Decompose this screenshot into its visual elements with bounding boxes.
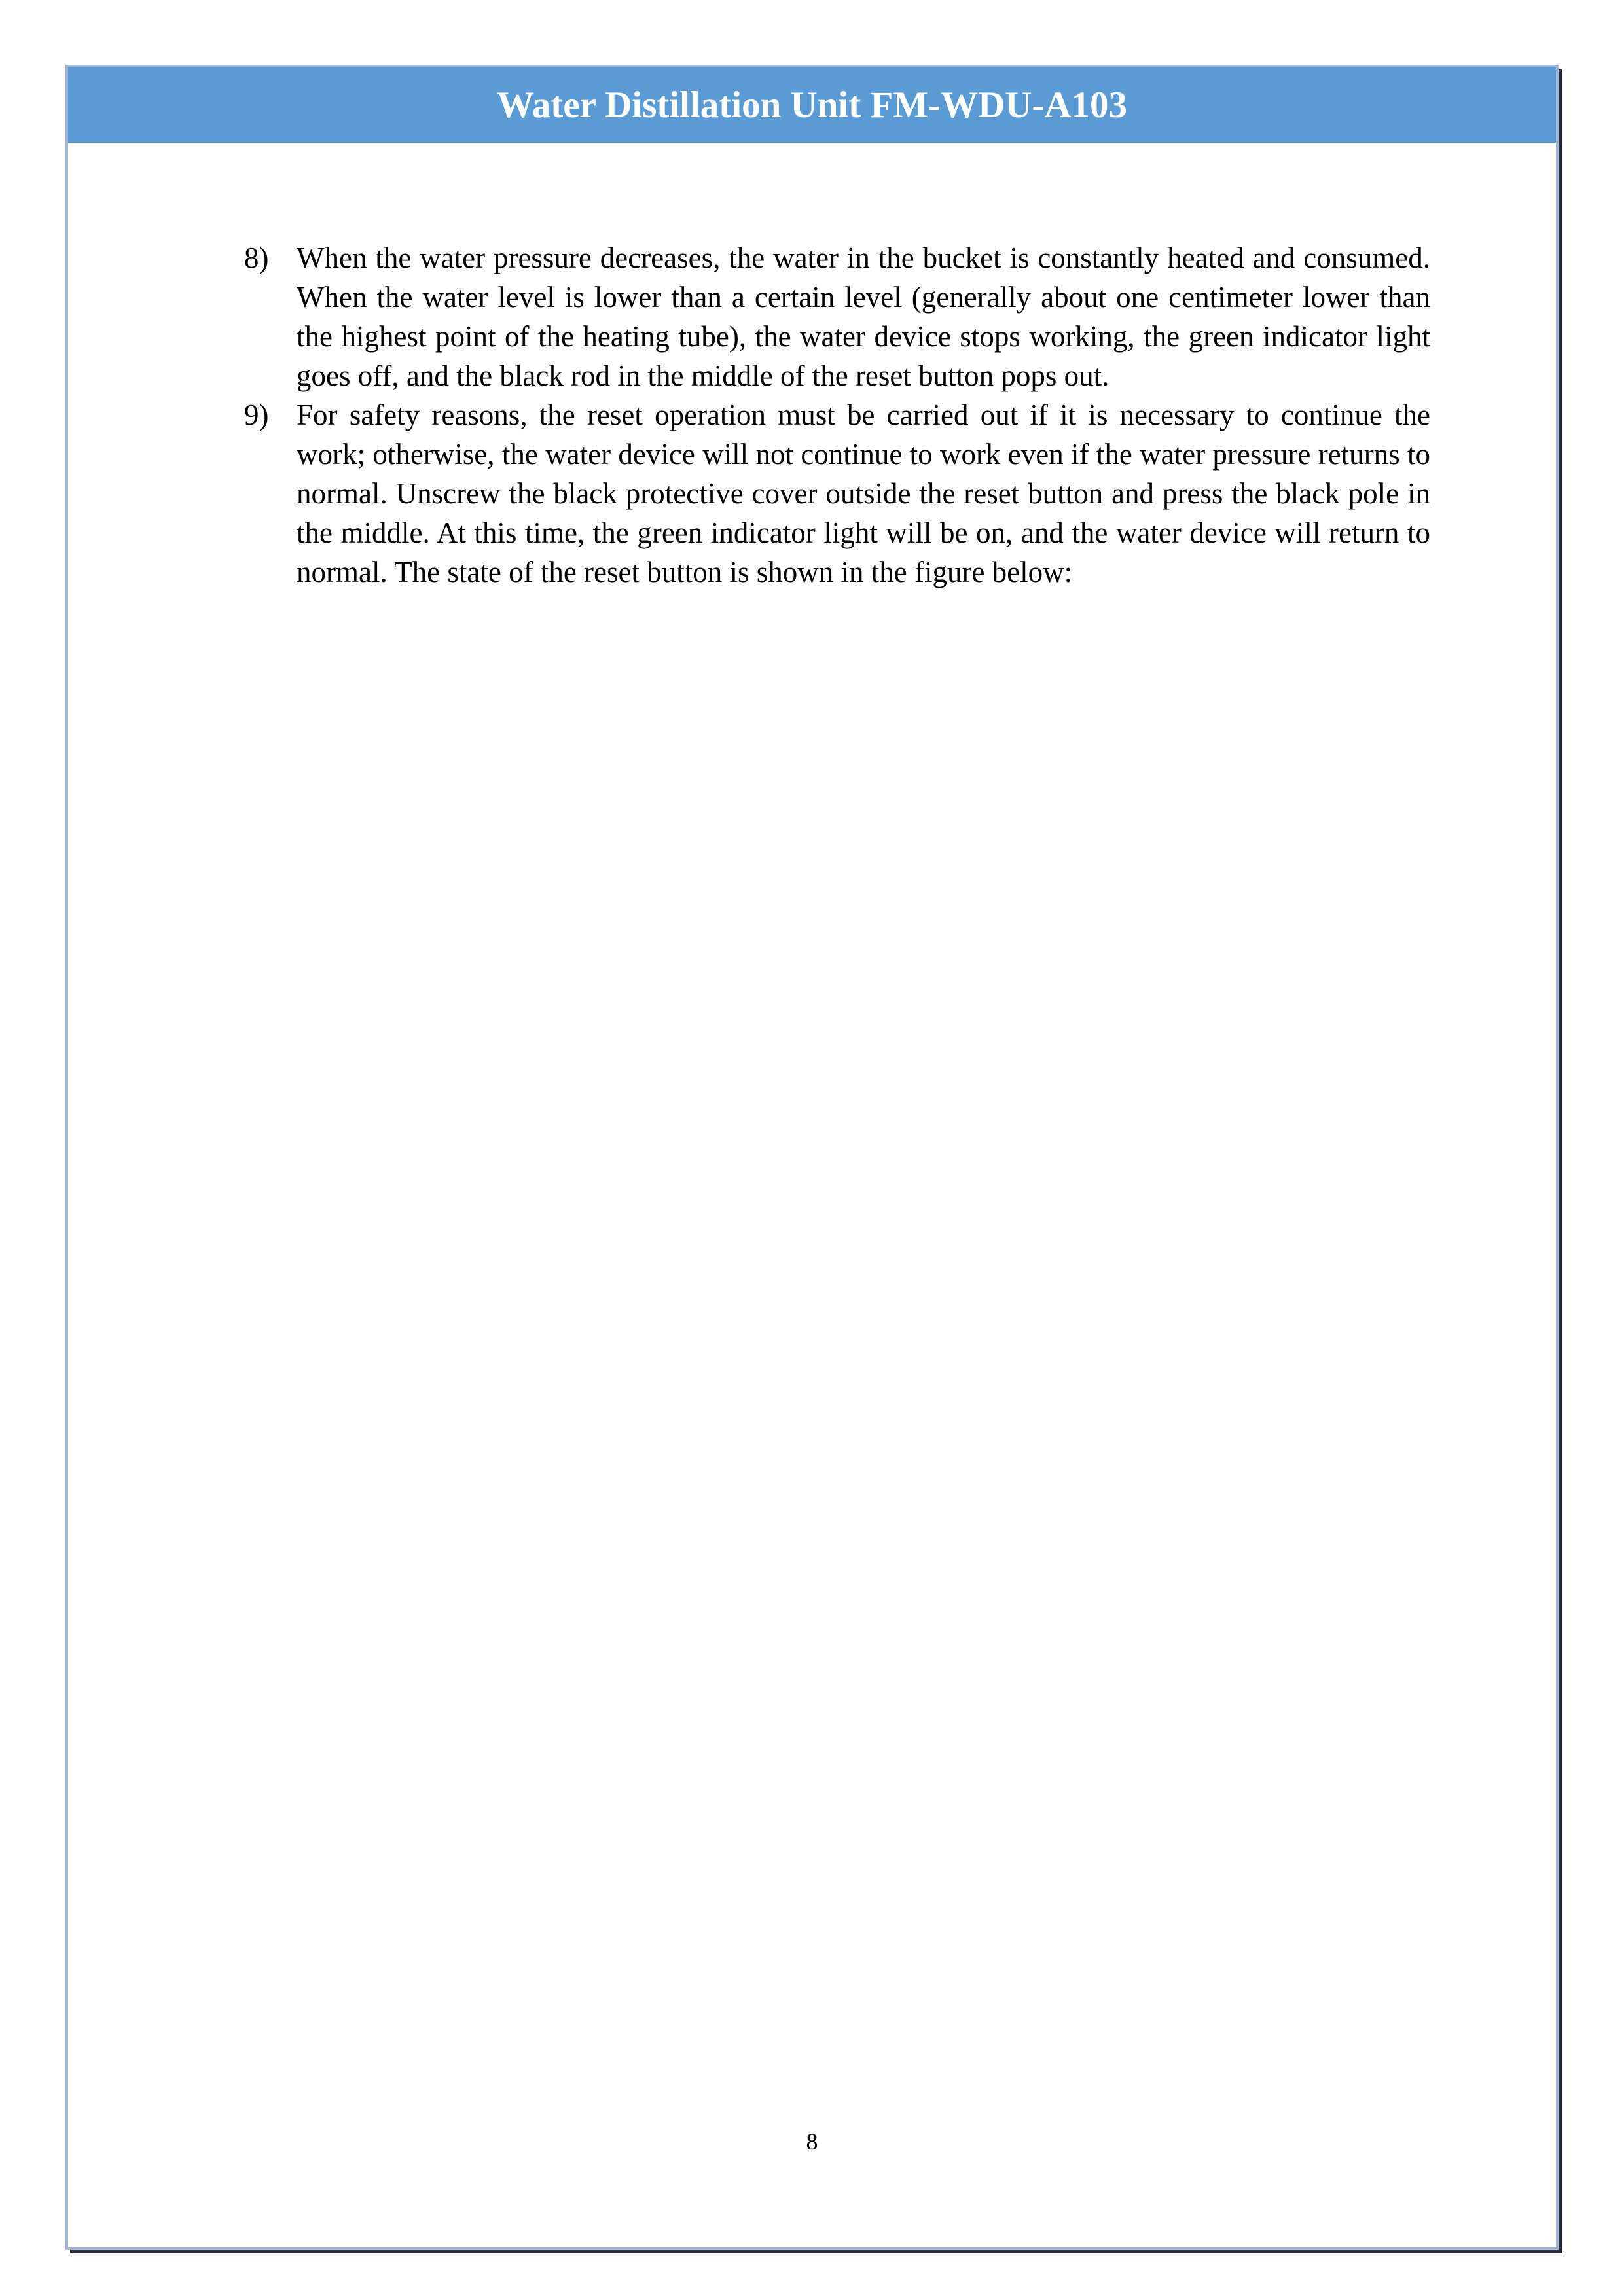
list-item-number: 8) <box>244 242 269 274</box>
list-item-text: For safety reasons, the reset operation must be carried out if it is necessary to continue the work; otherwise, the water device will not continue to work even if the water pressure returns to normal. Unscrew the black protective cover outside the reset button and press the black pole in the middle. At this time, the green indicator light will be on, and the water device will return to normal. The state of the reset button is shown in the figure below: <box>297 399 1430 588</box>
list-item-text: When the water pressure decreases, the water in the bucket is constantly heated and consumed. When the water level is lower than a certain level (generally about one centimeter lower than the highest point of the heating tube), the water device stops working, the green indicator light goes off, and the black rod in the middle of the reset button pops out. <box>297 242 1430 392</box>
page-title: Water Distillation Unit FM-WDU-A103 <box>496 84 1128 126</box>
list-item-number: 9) <box>244 399 269 431</box>
list-item <box>244 395 1430 592</box>
list-item <box>244 238 1430 395</box>
instruction-list <box>68 238 1556 592</box>
document-page <box>65 65 1559 2250</box>
page-number: 8 <box>806 2128 818 2155</box>
page-header-bar <box>68 67 1556 143</box>
